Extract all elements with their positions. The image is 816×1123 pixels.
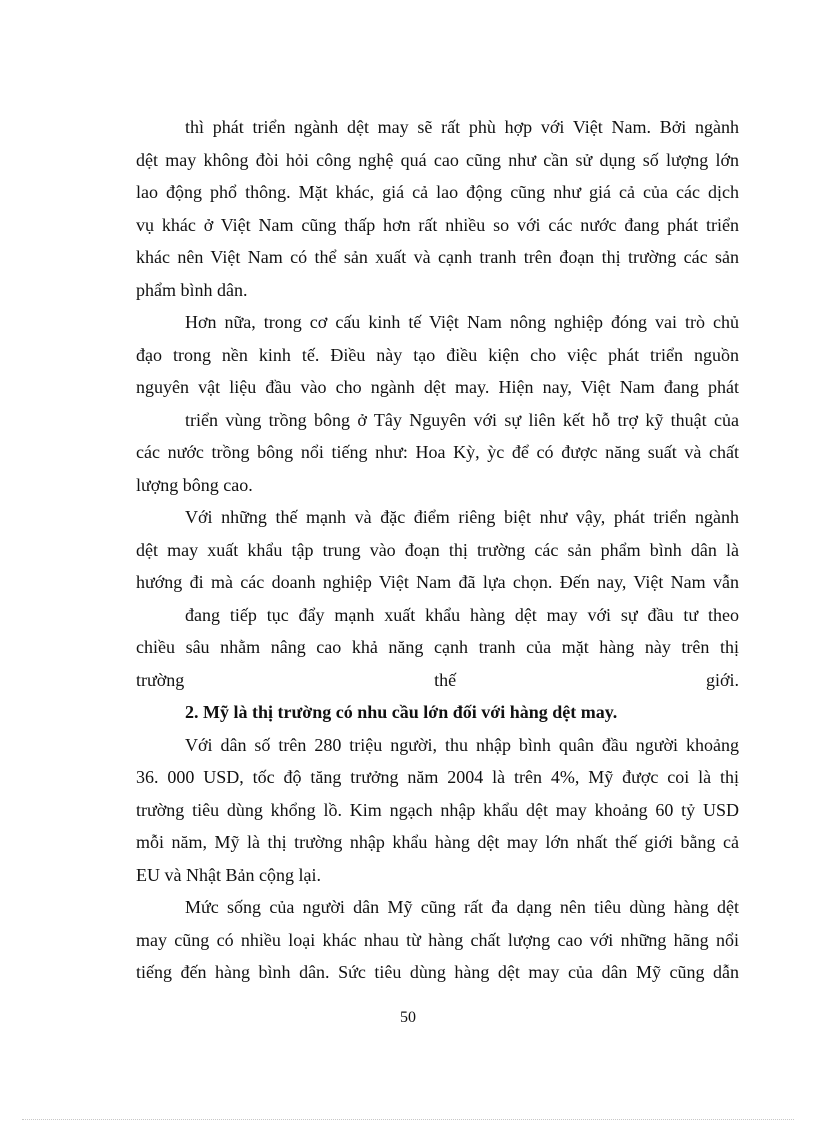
text-line: thì phát triển ngành dệt may sẽ rất phù hợp với Việt Nam. Bởi ngành xyxy=(185,117,739,137)
text-line: Mức sống của người dân Mỹ cũng rất đa dạng nên tiêu dùng hàng dệt xyxy=(185,897,739,917)
text-line: nguyên vật liệu đầu vào cho ngành dệt may. Hiện nay, Việt Nam đang phát xyxy=(136,377,739,397)
text-line: các nước trồng bông nổi tiếng như: Hoa Kỳ, ỳc để có được năng suất và chất xyxy=(136,442,739,462)
text-line: Hơn nữa, trong cơ cấu kinh tế Việt Nam nông nghiệp đóng vai trò chủ xyxy=(185,312,739,332)
text-line: đạo trong nền kinh tế. Điều này tạo điều kiện cho việc phát triển nguồn xyxy=(136,344,739,365)
text-line: Với những thế mạnh và đặc điểm riêng biệt như vậy, phát triển ngành xyxy=(185,507,739,527)
text-line: dệt may xuất khẩu tập trung vào đoạn thị trường các sản phẩm bình dân là xyxy=(136,539,739,560)
text-line: EU và Nhật Bản cộng lại. xyxy=(136,864,321,885)
text-line: triển vùng trồng bông ở Tây Nguyên với sự liên kết hỗ trợ kỹ thuật của xyxy=(185,409,739,430)
page-bottom-rule xyxy=(22,1119,794,1120)
text-line: hướng đi mà các doanh nghiệp Việt Nam đã lựa chọn. Đến nay, Việt Nam vẫn xyxy=(136,572,739,592)
page-number: 50 xyxy=(400,1009,416,1026)
text-line: trường thế giới. xyxy=(136,669,739,690)
text-line: khác nên Việt Nam có thể sản xuất và cạnh tranh trên đoạn thị trường các sản xyxy=(136,247,739,267)
text-line: phẩm bình dân. xyxy=(136,279,248,300)
text-line: lao động phổ thông. Mặt khác, giá cả lao động cũng như giá cả của các dịch xyxy=(136,182,739,202)
text-line: may cũng có nhiều loại khác nhau từ hàng chất lượng cao với những hãng nổi xyxy=(136,929,739,950)
text-line: lượng bông cao. xyxy=(136,474,253,495)
text-line: đang tiếp tục đẩy mạnh xuất khẩu hàng dệt may với sự đầu tư theo xyxy=(185,604,739,625)
section-heading: 2. Mỹ là thị trường có nhu cầu lớn đối với hàng dệt may. xyxy=(185,702,618,722)
text-line: dệt may không đòi hỏi công nghệ quá cao cũng như cần sử dụng số lượng lớn xyxy=(136,149,739,170)
text-line: trường tiêu dùng khổng lồ. Kim ngạch nhập khẩu dệt may khoảng 60 tỷ USD xyxy=(136,799,739,820)
text-line: 36. 000 USD, tốc độ tăng trưởng năm 2004 là trên 4%, Mỹ được coi là thị xyxy=(136,767,739,787)
body-text xyxy=(136,111,739,989)
text-line: chiều sâu nhằm nâng cao khả năng cạnh tranh của mặt hàng này trên thị xyxy=(136,637,739,657)
text-line: mỗi năm, Mỹ là thị trường nhập khẩu hàng dệt may lớn nhất thế giới bằng cả xyxy=(136,832,739,852)
text-line: Với dân số trên 280 triệu người, thu nhập bình quân đầu người khoảng xyxy=(185,734,739,755)
text-line: tiếng đến hàng bình dân. Sức tiêu dùng hàng dệt may của dân Mỹ cũng dẫn xyxy=(136,962,739,982)
text-line: vụ khác ở Việt Nam cũng thấp hơn rất nhiều so với các nước đang phát triển xyxy=(136,214,739,235)
